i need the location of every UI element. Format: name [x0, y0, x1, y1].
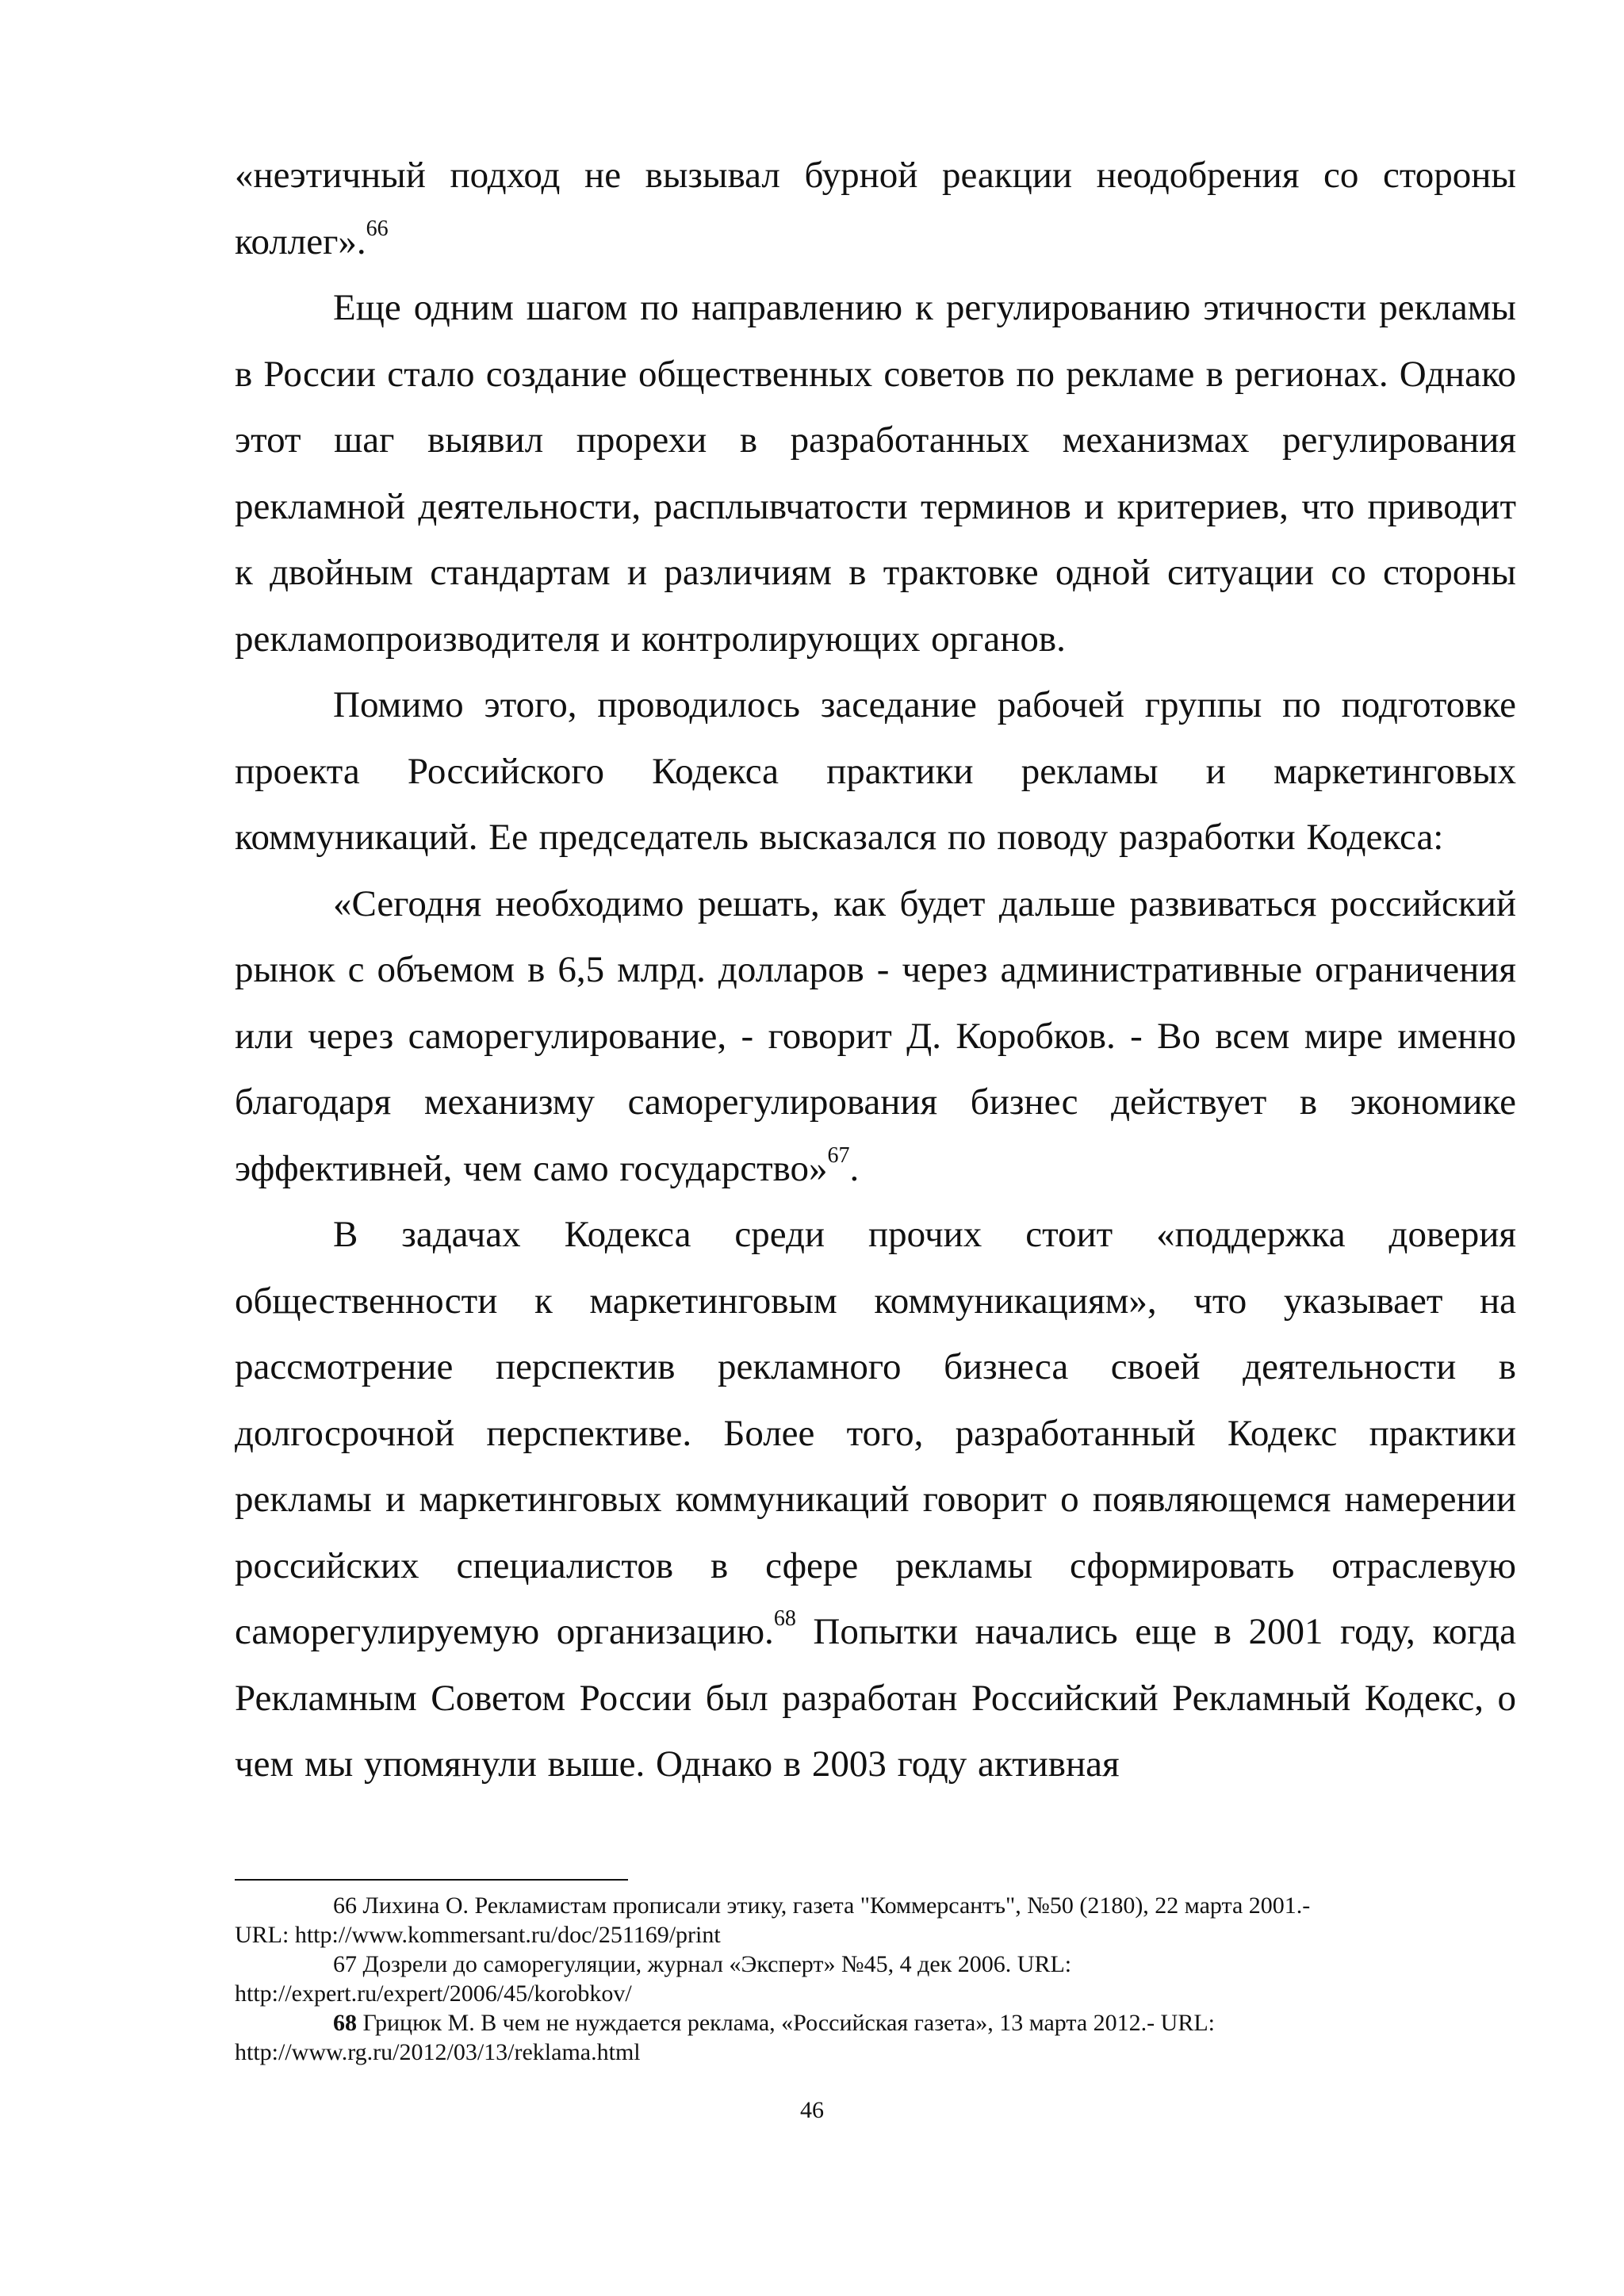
paragraph-4-text: «Сегодня необходимо решать, как будет дальше развиваться российский рынок с объемом в 6,5 млрд. долларов - через административные ограничения или через саморегулирование, - говорит Д. Коробков. - Во всем мире именно благодаря механизму саморегулирования бизнес действует в экономике эффективней, чем само государство»	[235, 882, 1516, 1189]
paragraph-2-text: Еще одним шагом по направлению к регулированию этичности рекламы в России стало создание общественных советов по рекламе в регионах. Однако этот шаг выявил прорехи в разработанных механизмах регулирования рекламной деятельности, расплывчатости терминов и критериев, что приводит к двойным стандартам и различиям в трактовке одной ситуации со стороны рекламопроизводителя и контролирующих органов.	[235, 287, 1516, 660]
paragraph-3	[235, 672, 1516, 871]
paragraph-1-text: «неэтичный подход не вызывал бурной реакции неодобрения со стороны коллег».	[235, 155, 1516, 262]
paragraph-4-quote	[235, 871, 1516, 1203]
footnote-separator	[235, 1879, 628, 1881]
footnote-ref-68: 68	[773, 1606, 796, 1632]
footnote-number: 66	[333, 1892, 357, 1919]
body-text	[235, 143, 1516, 1798]
footnote-url: URL: http://www.kommersant.ru/doc/251169/print	[235, 1922, 721, 1948]
footnote-67	[235, 1950, 1516, 2008]
footnote-text: Грицюк М. В чем не нуждается реклама, «Российская газета», 13 марта 2012.- URL:	[357, 2010, 1216, 2036]
footnote-text: Лихина О. Рекламистам прописали этику, газета "Коммерсантъ", №50 (2180), 22 марта 2001.-	[357, 1892, 1311, 1919]
footnote-ref-67: 67	[827, 1142, 850, 1168]
paragraph-5-text-after: Попытки начались еще в 2001 году, когда Рекламным Советом России был разработан Российский Рекламный Кодекс, о чем мы упомянули выше. Однако в 2003 году активная	[235, 1611, 1516, 1785]
footnote-number: 68	[333, 2010, 357, 2036]
footnote-url: http://expert.ru/expert/2006/45/korobkov/	[235, 1980, 632, 2007]
paragraph-5	[235, 1202, 1516, 1798]
footnote-66	[235, 1891, 1516, 1950]
paragraph-4-end: .	[849, 1147, 860, 1189]
footnotes	[235, 1891, 1516, 2067]
footnote-url: http://www.rg.ru/2012/03/13/reklama.html	[235, 2039, 641, 2065]
footnote-number: 67	[333, 1951, 357, 1977]
paragraph-5-text-before: В задачах Кодекса среди прочих стоит «поддержка доверия общественности к маркетинговым коммуникациям», что указывает на рассмотрение перспектив рекламного бизнеса своей деятельности в долгосрочной перспективе. Более того, разработанный Кодекс практики рекламы и маркетинговых коммуникаций говорит о появляющемся намерении российских специалистов в сфере рекламы сформировать отраслевую саморегулируемую организацию.	[235, 1214, 1516, 1652]
footnote-ref-66: 66	[366, 216, 389, 241]
footnote-text: Дозрели до саморегуляции, журнал «Эксперт» №45, 4 дек 2006. URL:	[357, 1951, 1072, 1977]
paragraph-3-text: Помимо этого, проводилось заседание рабочей группы по подготовке проекта Российского Кодекса практики рекламы и маркетинговых коммуникаций. Ее председатель высказался по поводу разработки Кодекса:	[235, 684, 1516, 858]
footnote-68	[235, 2008, 1516, 2067]
paragraph-1	[235, 143, 1516, 275]
paragraph-2	[235, 275, 1516, 672]
page-number: 46	[800, 2097, 824, 2123]
